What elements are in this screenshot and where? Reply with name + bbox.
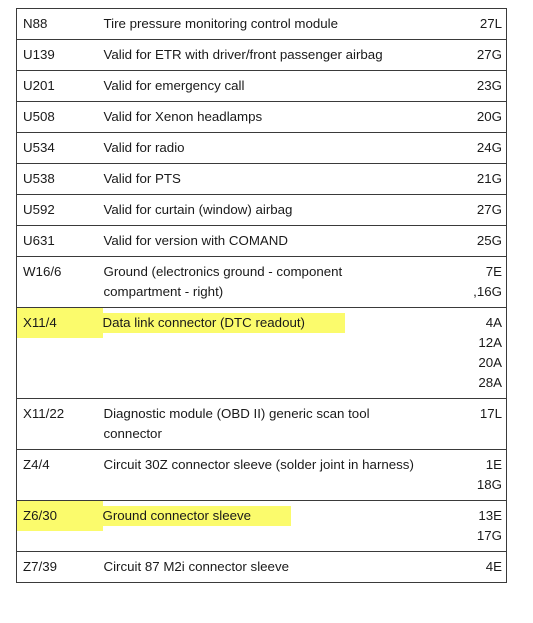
grid-location: 18G [476, 477, 502, 492]
grid-location-cell [454, 40, 507, 71]
table-row [17, 133, 507, 164]
component-code: Z7/39 [23, 559, 58, 574]
component-code: U139 [23, 47, 55, 62]
component-description-line: connector [103, 426, 162, 441]
component-description-cell [103, 102, 453, 133]
component-description-line: Tire pressure monitoring control module [103, 16, 339, 31]
component-code: X11/22 [23, 406, 65, 421]
grid-location-cell [454, 102, 507, 133]
component-description-line: Valid for radio [103, 140, 185, 155]
component-code-cell [17, 40, 104, 71]
component-description-cell [103, 308, 453, 399]
legend-table-body [17, 9, 507, 583]
grid-location: 21G [476, 171, 502, 186]
grid-location-cell [454, 257, 507, 308]
grid-location: 4A [485, 315, 502, 330]
component-code: U201 [23, 78, 55, 93]
component-code: U534 [23, 140, 55, 155]
grid-location: 27G [476, 202, 502, 217]
component-code: W16/6 [23, 264, 62, 279]
grid-location-cell [454, 552, 507, 583]
highlighted-code [17, 501, 103, 531]
component-description-cell [103, 501, 453, 552]
grid-location: ,16G [473, 284, 502, 299]
component-description-line: compartment - right) [103, 284, 224, 299]
component-description-cell [103, 552, 453, 583]
component-code: Z6/30 [23, 508, 58, 523]
table-row [17, 71, 507, 102]
component-description-line: Diagnostic module (OBD II) generic scan tool [103, 406, 370, 421]
component-description-cell [103, 450, 453, 501]
grid-location: 27L [479, 16, 502, 31]
grid-location: 1E [485, 457, 502, 472]
table-row [17, 308, 507, 399]
table-row [17, 195, 507, 226]
component-code: U508 [23, 109, 55, 124]
component-code-cell [17, 399, 104, 450]
component-code-cell [17, 133, 104, 164]
grid-location: 17G [476, 528, 502, 543]
component-description-cell [103, 399, 453, 450]
table-row [17, 552, 507, 583]
table-row [17, 501, 507, 552]
component-description-line: Valid for version with COMAND [103, 233, 288, 248]
component-description-line: Valid for emergency call [103, 78, 245, 93]
component-legend-table [16, 8, 507, 583]
component-code: U538 [23, 171, 55, 186]
grid-location: 17L [479, 406, 502, 421]
component-code-cell [17, 164, 104, 195]
component-description-cell [103, 195, 453, 226]
component-description-line: Ground connector sleeve [102, 506, 291, 526]
component-code: U592 [23, 202, 55, 217]
component-code-cell [17, 226, 104, 257]
component-description-line: Data link connector (DTC readout) [102, 313, 345, 333]
component-description-line: Circuit 87 M2i connector sleeve [103, 559, 289, 574]
grid-location: 20G [476, 109, 502, 124]
grid-location: 12A [478, 335, 502, 350]
grid-location: 4E [485, 559, 502, 574]
highlighted-description [103, 501, 453, 531]
table-row [17, 40, 507, 71]
grid-location: 24G [476, 140, 502, 155]
grid-location-cell [454, 133, 507, 164]
component-description-cell [103, 40, 453, 71]
component-description-line: Valid for PTS [103, 171, 181, 186]
grid-location: 27G [476, 47, 502, 62]
component-description-line: Valid for Xenon headlamps [103, 109, 263, 124]
component-description-line: Circuit 30Z connector sleeve (solder joint in harness) [103, 457, 414, 472]
table-row [17, 399, 507, 450]
table-row [17, 9, 507, 40]
grid-location: 20A [478, 355, 502, 370]
component-code-cell [17, 501, 104, 552]
grid-location: 28A [478, 375, 502, 390]
table-row [17, 257, 507, 308]
component-description-cell [103, 226, 453, 257]
component-code-cell [17, 257, 104, 308]
component-code-cell [17, 308, 104, 399]
highlighted-description [103, 308, 453, 338]
highlighted-code [17, 308, 103, 338]
component-description-cell [103, 71, 453, 102]
component-description-line: Valid for curtain (window) airbag [103, 202, 293, 217]
grid-location: 13E [478, 508, 502, 523]
table-row [17, 164, 507, 195]
grid-location-cell [454, 71, 507, 102]
table-row [17, 226, 507, 257]
grid-location-cell [454, 399, 507, 450]
component-code-cell [17, 195, 104, 226]
table-row [17, 450, 507, 501]
component-code-cell [17, 552, 104, 583]
grid-location-cell [454, 501, 507, 552]
component-code: Z4/4 [23, 457, 50, 472]
component-description-line: Valid for ETR with driver/front passenger airbag [103, 47, 383, 62]
component-description-cell [103, 9, 453, 40]
grid-location-cell [454, 164, 507, 195]
component-code: X11/4 [23, 315, 57, 330]
grid-location: 23G [476, 78, 502, 93]
grid-location-cell [454, 226, 507, 257]
grid-location-cell [454, 195, 507, 226]
component-code-cell [17, 450, 104, 501]
grid-location-cell [454, 308, 507, 399]
component-code: N88 [23, 16, 48, 31]
component-description-cell [103, 133, 453, 164]
table-row [17, 102, 507, 133]
component-description-cell [103, 164, 453, 195]
component-code: U631 [23, 233, 55, 248]
component-code-cell [17, 102, 104, 133]
grid-location-cell [454, 450, 507, 501]
grid-location: 7E [485, 264, 502, 279]
component-description-cell [103, 257, 453, 308]
component-code-cell [17, 9, 104, 40]
component-code-cell [17, 71, 104, 102]
grid-location: 25G [476, 233, 502, 248]
component-description-line: Ground (electronics ground - component [103, 264, 343, 279]
grid-location-cell [454, 9, 507, 40]
